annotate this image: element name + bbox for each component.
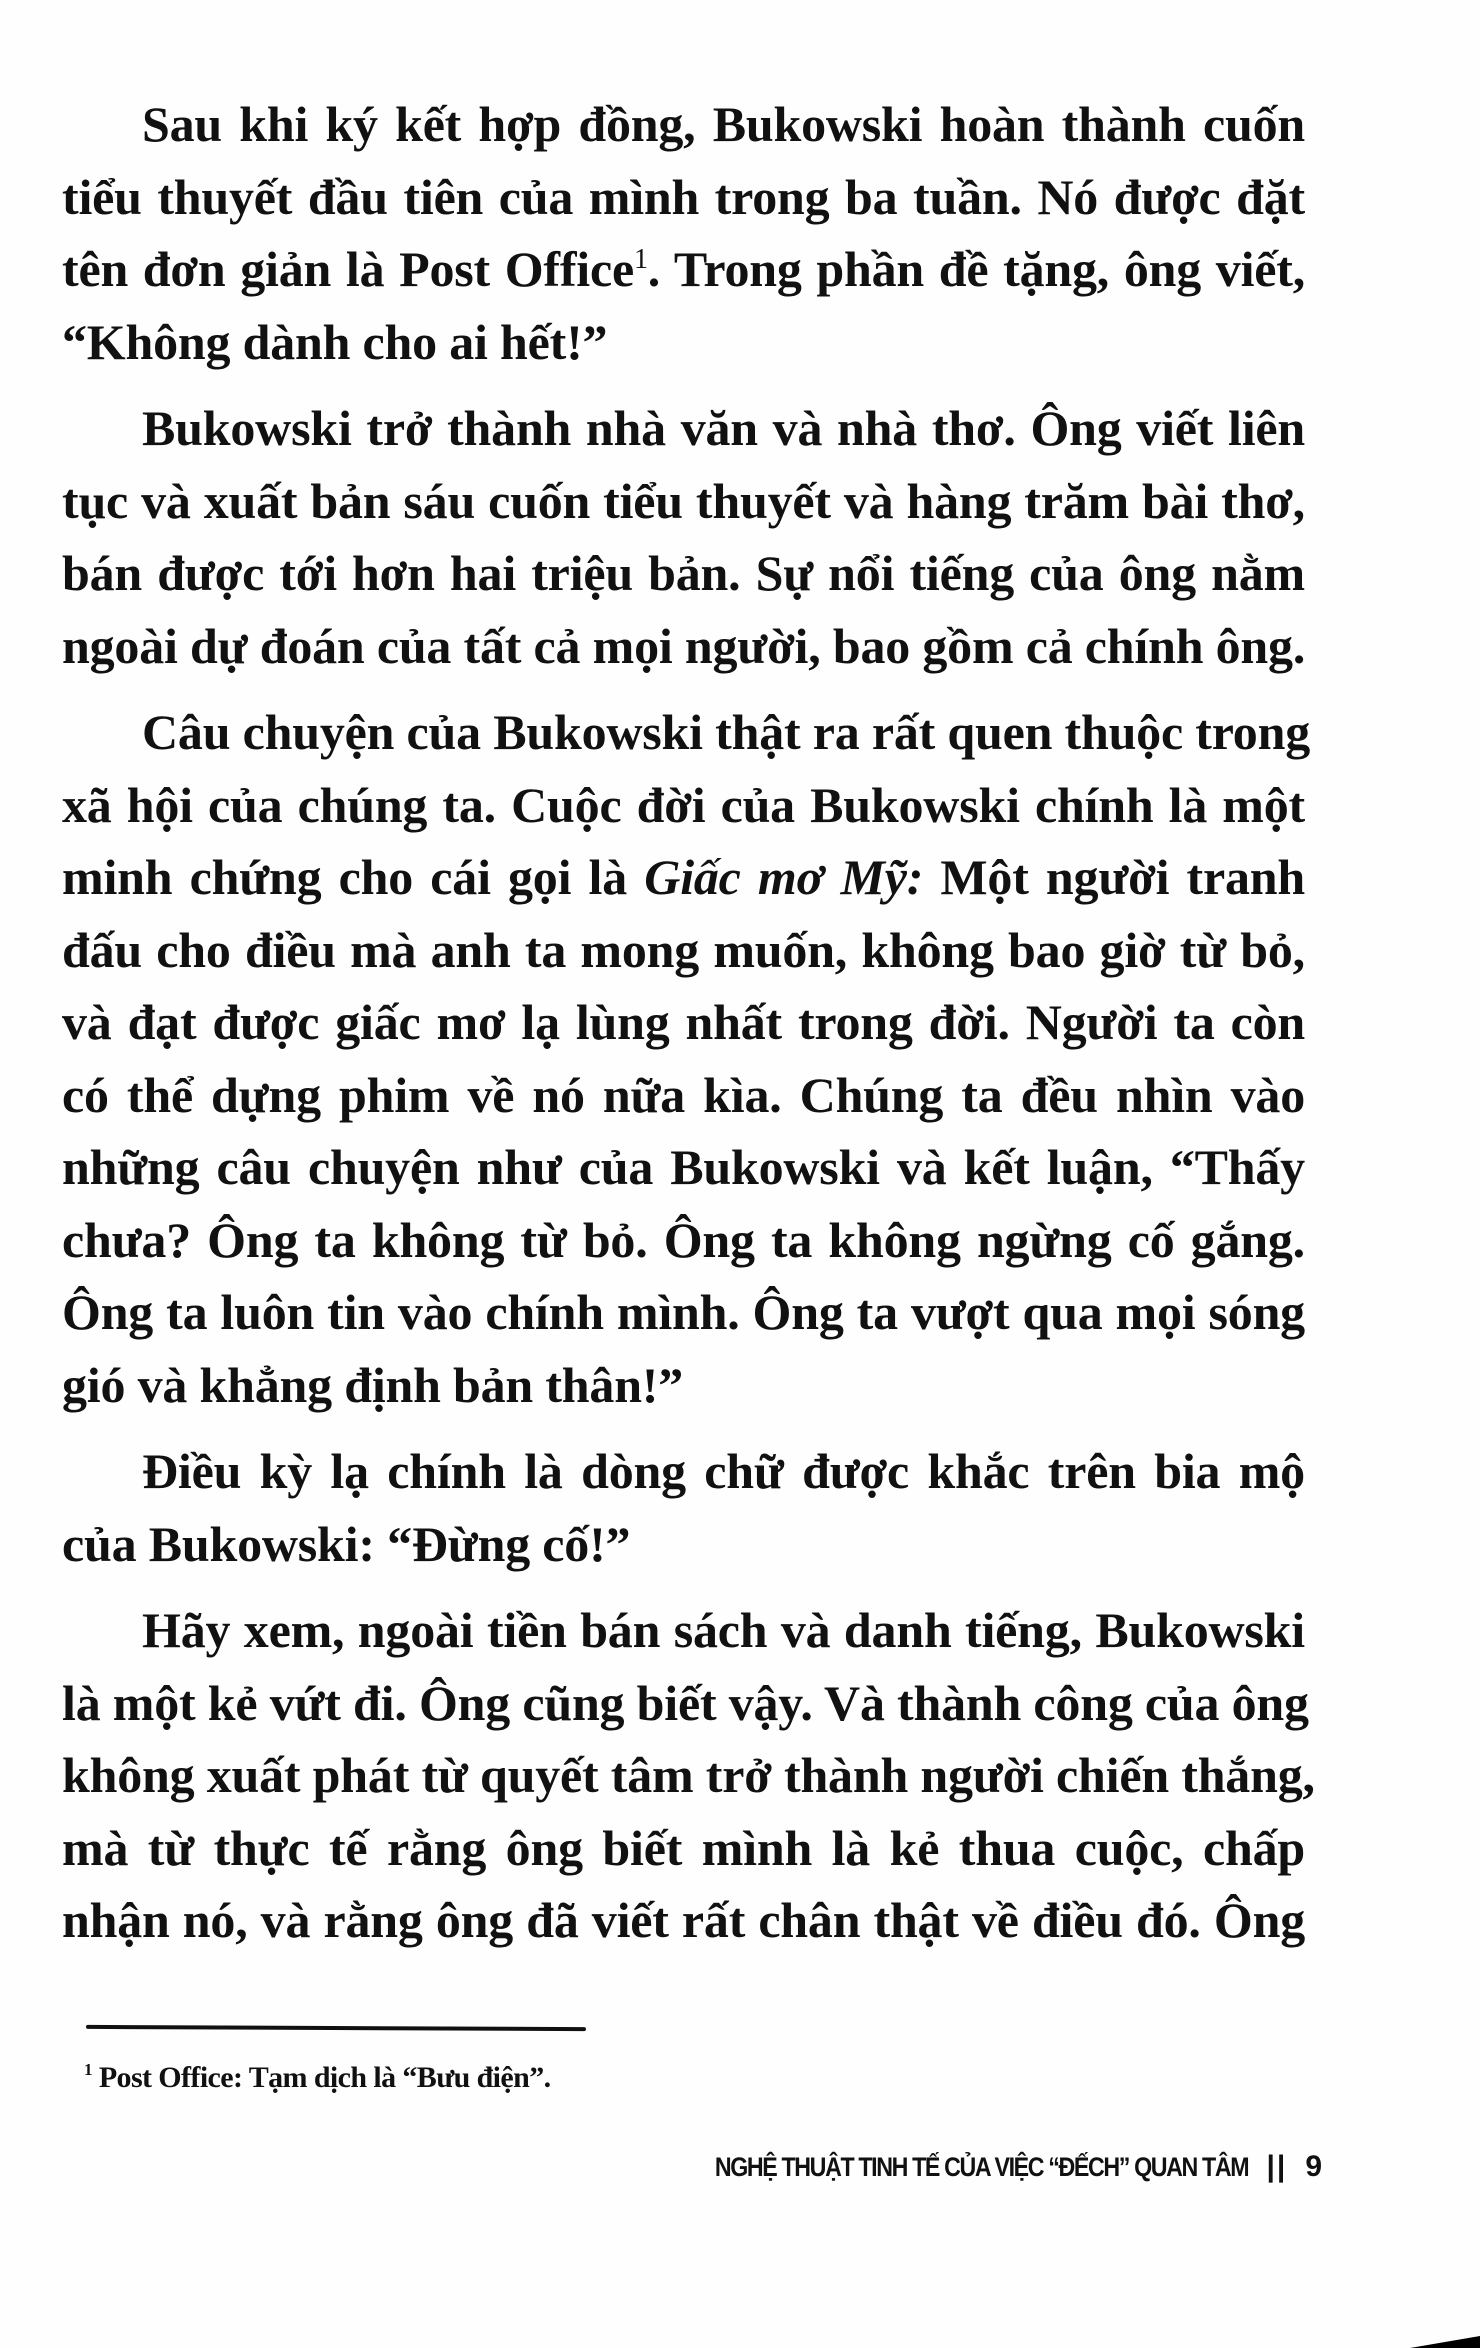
footnote [84,2060,551,2095]
text-fragment: . Trong phần đề tặng, ông viết, [647,241,1306,297]
text-line: đấu cho điều mà anh ta mong muốn, không bao giờ từ bỏ, [62,921,1305,978]
text-line: những câu chuyện như của Bukowski và kết luận, “Thấy [62,1139,1305,1195]
running-footer [702,2150,1322,2184]
italic-phrase: Giấc mơ Mỹ: [644,849,924,905]
text-line [62,233,1305,306]
text-fragment: tên đơn giản là Post Office [62,241,634,297]
footnote-divider [86,2025,586,2031]
text-fragment: Một người tranh [923,849,1305,905]
text-line: xã hội của chúng ta. Cuộc đời của Bukowski chính là một [62,776,1305,833]
text-line: Hãy xem, ngoài tiền bán sách và danh tiếng, Bukowski [142,1602,1305,1658]
text-line: tiểu thuyết đầu tiên của mình trong ba tuần. Nó được đặt [62,168,1305,225]
text-line: không xuất phát từ quyết tâm trở thành người chiến thắng, [62,1747,1315,1803]
paragraph-3 [62,696,1311,1421]
paragraph-5 [62,1594,1315,1957]
text-line: nhận nó, và rằng ông đã viết rất chân thật về điều đó. Ông [62,1892,1305,1948]
footnote-marker: 1 [84,2060,92,2079]
text-line: chưa? Ông ta không từ bỏ. Ông ta không ngừng cố gắng. [62,1211,1305,1268]
text-line: gió và khẳng định bản thân!” [62,1356,684,1413]
footer-separator: || [1266,2150,1288,2183]
text-line: bán được tới hơn hai triệu bản. Sự nổi tiếng của ông nằm [62,545,1305,601]
text-line: Điều kỳ lạ chính là dòng chữ được khắc trên bia mộ [142,1443,1305,1499]
text-line: Bukowski trở thành nhà văn và nhà thơ. Ông viết liên [142,400,1305,456]
text-line: Sau khi ký kết hợp đồng, Bukowski hoàn thành cuốn [142,96,1305,152]
text-line: Ông ta luôn tin vào chính mình. Ông ta vượt qua mọi sóng [62,1284,1305,1340]
text-line: mà từ thực tế rằng ông biết mình là kẻ thua cuộc, chấp [62,1819,1305,1876]
footnote-text: Post Office: Tạm dịch là “Bưu điện”. [98,2061,551,2094]
scan-edge-shadow [1410,2336,1480,2348]
page-number: 9 [1305,2150,1322,2183]
body-text [62,88,1315,1971]
paragraph-4 [62,1435,1305,1580]
text-line: có thể dựng phim về nó nữa kìa. Chúng ta đều nhìn vào [62,1066,1305,1123]
paragraph-2 [62,392,1305,682]
footnote-reference[interactable]: 1 [633,244,648,275]
text-line: “Không dành cho ai hết!” [62,313,608,370]
text-line [62,841,1305,914]
paragraph-1 [62,88,1305,378]
text-line: và đạt được giấc mơ lạ lùng nhất trong đời. Người ta còn [62,994,1305,1050]
text-line: tục và xuất bản sáu cuốn tiểu thuyết và hàng trăm bài thơ, [62,472,1305,529]
text-line: Câu chuyện của Bukowski thật ra rất quen thuộc trong [142,704,1311,760]
text-fragment: minh chứng cho cái gọi là [62,849,645,905]
text-line: là một kẻ vứt đi. Ông cũng biết vậy. Và thành công của ông [62,1674,1309,1731]
text-line: của Bukowski: “Đừng cố!” [62,1515,631,1572]
book-title: NGHỆ THUẬT TINH TẾ CỦA VIỆC “ĐẾCH” QUAN TÂM [715,2152,1249,2182]
text-line: ngoài dự đoán của tất cả mọi người, bao gồm cả chính ông. [62,617,1306,674]
